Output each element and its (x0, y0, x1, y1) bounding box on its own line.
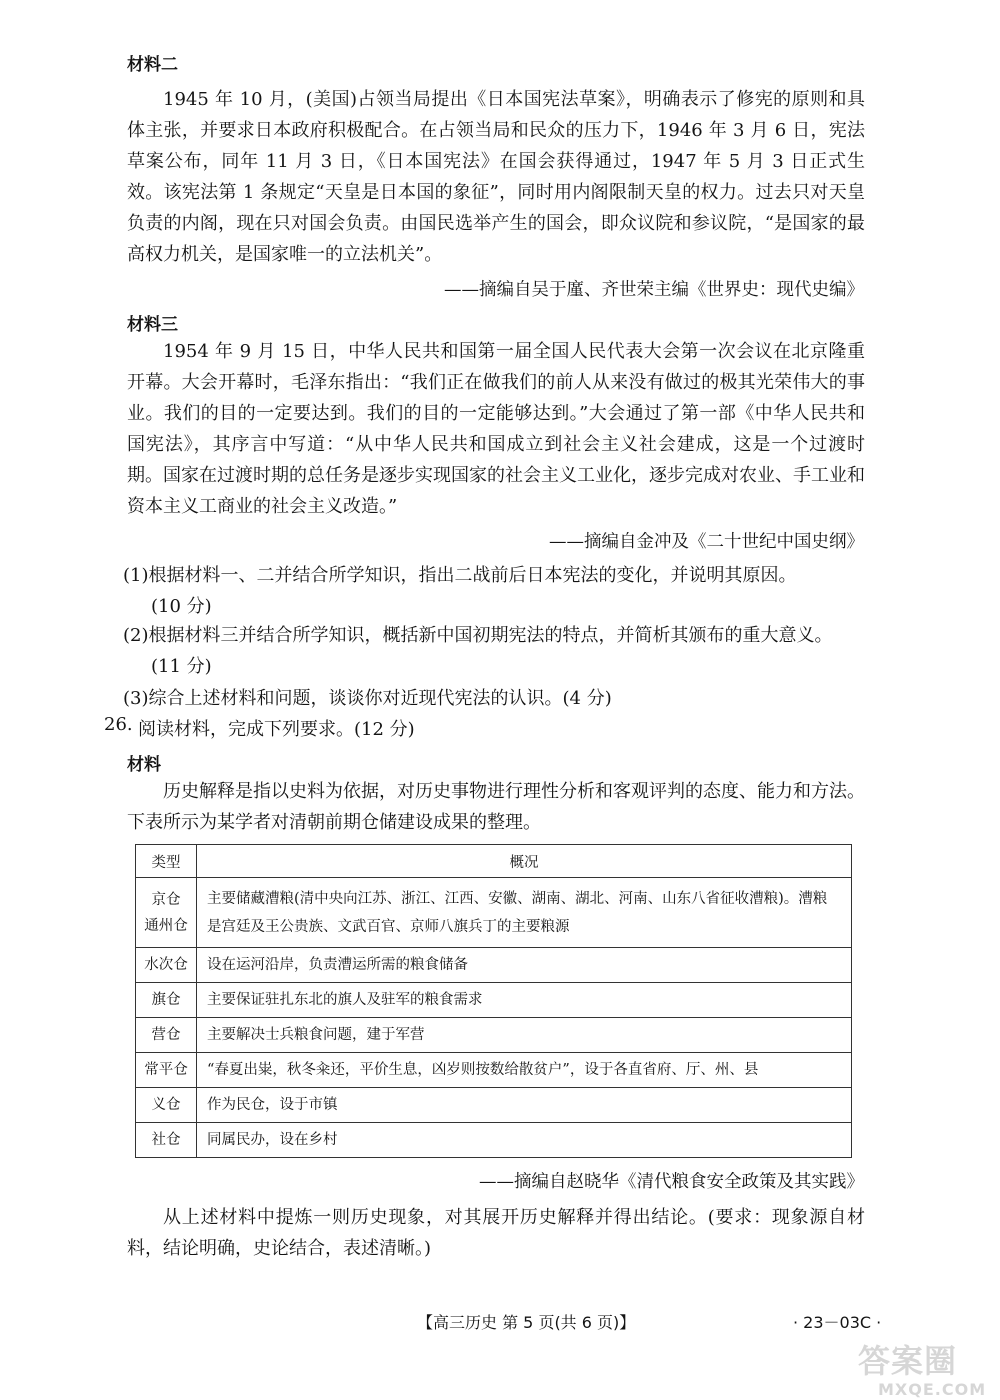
table-row (136, 983, 852, 1018)
table-cell-desc: 主要保证驻扎东北的旗人及驻军的粮食需求 (197, 983, 852, 1018)
question-26-material-heading: 材料 (127, 755, 161, 775)
table-row (136, 948, 852, 983)
watermark-logo (858, 1336, 993, 1399)
table-row (136, 878, 852, 948)
table-cell-desc: 作为民仓，设于市镇 (197, 1088, 852, 1123)
question-26-source: ——摘编自赵晓华《清代粮食安全政策及其实践》 (479, 1172, 864, 1192)
question-2-score: (11 分) (151, 656, 212, 677)
table-cell-desc: 同属民办，设在乡村 (197, 1123, 852, 1158)
question-3-text: (3)综合上述材料和问题，谈谈你对近现代宪法的认识。(4 分) (123, 688, 612, 709)
table-cell-type: 社仓 (136, 1123, 197, 1158)
material2-heading: 材料二 (127, 55, 178, 75)
question-1-score: (10 分) (151, 596, 212, 617)
material3-heading: 材料三 (127, 315, 178, 335)
question-3 (123, 683, 871, 714)
table-cell-type: 常平仓 (136, 1053, 197, 1088)
material2-source: ——摘编自吴于廑、齐世荣主编《世界史：现代史编》 (444, 280, 864, 300)
question-26-number: 26. (104, 714, 133, 735)
table-cell-desc: “春夏出粜，秋冬籴还，平价生息，凶岁则按数给散贫户”，设于各直省府、厅、州、县 (197, 1053, 852, 1088)
table-cell-type: 旗仓 (136, 983, 197, 1018)
table-cell-type: 水次仓 (136, 948, 197, 983)
material3-text: 1954 年 9 月 15 日，中华人民共和国第一届全国人民代表大会第一次会议在北京隆重开幕。大会开幕时，毛泽东指出：“我们正在做我们的前人从来没有做过的极其光荣伟大的事业。我们的目的一定要达到。我们的目的一定能够达到。”大会通过了第一部《中华人民共和国宪法》，其序言中写道：“从中华人民共和国成立到社会主义社会建成，这是一个过渡时期。国家在过渡时期的总任务是逐步实现国家的社会主义工业化，逐步完成对农业、手工业和资本主义工商业的社会主义改造。” (127, 341, 865, 517)
table-cell-desc: 主要解决士兵粮食问题，建于军营 (197, 1018, 852, 1053)
table-cell-desc: 主要储藏漕粮(清中央向江苏、浙江、江西、安徽、湖南、湖北、河南、山东八省征收漕粮)。漕粮是宫廷及王公贵族、文武百官、京师八旗兵丁的主要粮源 (197, 878, 852, 948)
table-cell-type: 营仓 (136, 1018, 197, 1053)
material3-source: ——摘编自金冲及《二十世纪中国史纲》 (549, 532, 864, 552)
question-2-text: (2)根据材料三并结合所学知识，概括新中国初期宪法的特点，并简析其颁布的重大意义。 (123, 625, 833, 646)
footer-code: · 23－03C · (793, 1313, 882, 1332)
question-26-intro: 历史解释是指以史料为依据，对历史事物进行理性分析和客观评判的态度、能力和方法。下表所示为某学者对清朝前期仓储建设成果的整理。 (127, 781, 865, 833)
table-cell-type: 京仓 通州仓 (136, 878, 197, 948)
table-header-desc: 概况 (197, 845, 852, 878)
watermark-text-bottom: MXQE.COM (878, 1380, 987, 1399)
table-header-type: 类型 (136, 845, 197, 878)
table-cell-desc: 设在运河沿岸，负责漕运所需的粮食储备 (197, 948, 852, 983)
footer-page-info: 【高三历史 第 5 页(共 6 页)】 (417, 1313, 636, 1332)
table-cell-type: 义仓 (136, 1088, 197, 1123)
table-row (136, 1018, 852, 1053)
material2-text: 1945 年 10 月，(美国)占领当局提出《日本国宪法草案》，明确表示了修宪的原则和具体主张，并要求日本政府积极配合。在占领当局和民众的压力下，1946 年 3 月 6 日，宪法草案公布，同年 11 月 3 日，《日本国宪法》在国会获得通过，1947 年 5 月 3 日正式生效。该宪法第 1 条规定“天皇是日本国的象征”，同时用内阁限制天皇的权力。过去只对天皇负责的内阁，现在只对国会负责。由国民选举产生的国会，即众议院和参议院，“是国家的最高权力机关，是国家唯一的立法机关”。 (127, 89, 865, 265)
question-26-title: 阅读材料，完成下列要求。(12 分) (138, 719, 415, 740)
question-1 (123, 560, 871, 622)
question-2 (123, 620, 871, 682)
watermark-text-top: 答案圈 (858, 1342, 958, 1380)
table-row (136, 1123, 852, 1158)
question-1-text: (1)根据材料一、二并结合所学知识，指出二战前后日本宪法的变化，并说明其原因。 (123, 565, 797, 586)
table-row (136, 1088, 852, 1123)
table-row (136, 1053, 852, 1088)
question-26-requirement: 从上述材料中提炼一则历史现象，对其展开历史解释并得出结论。(要求：现象源自材料，结论明确，史论结合，表述清晰。) (127, 1207, 865, 1259)
granary-table (135, 844, 852, 1158)
